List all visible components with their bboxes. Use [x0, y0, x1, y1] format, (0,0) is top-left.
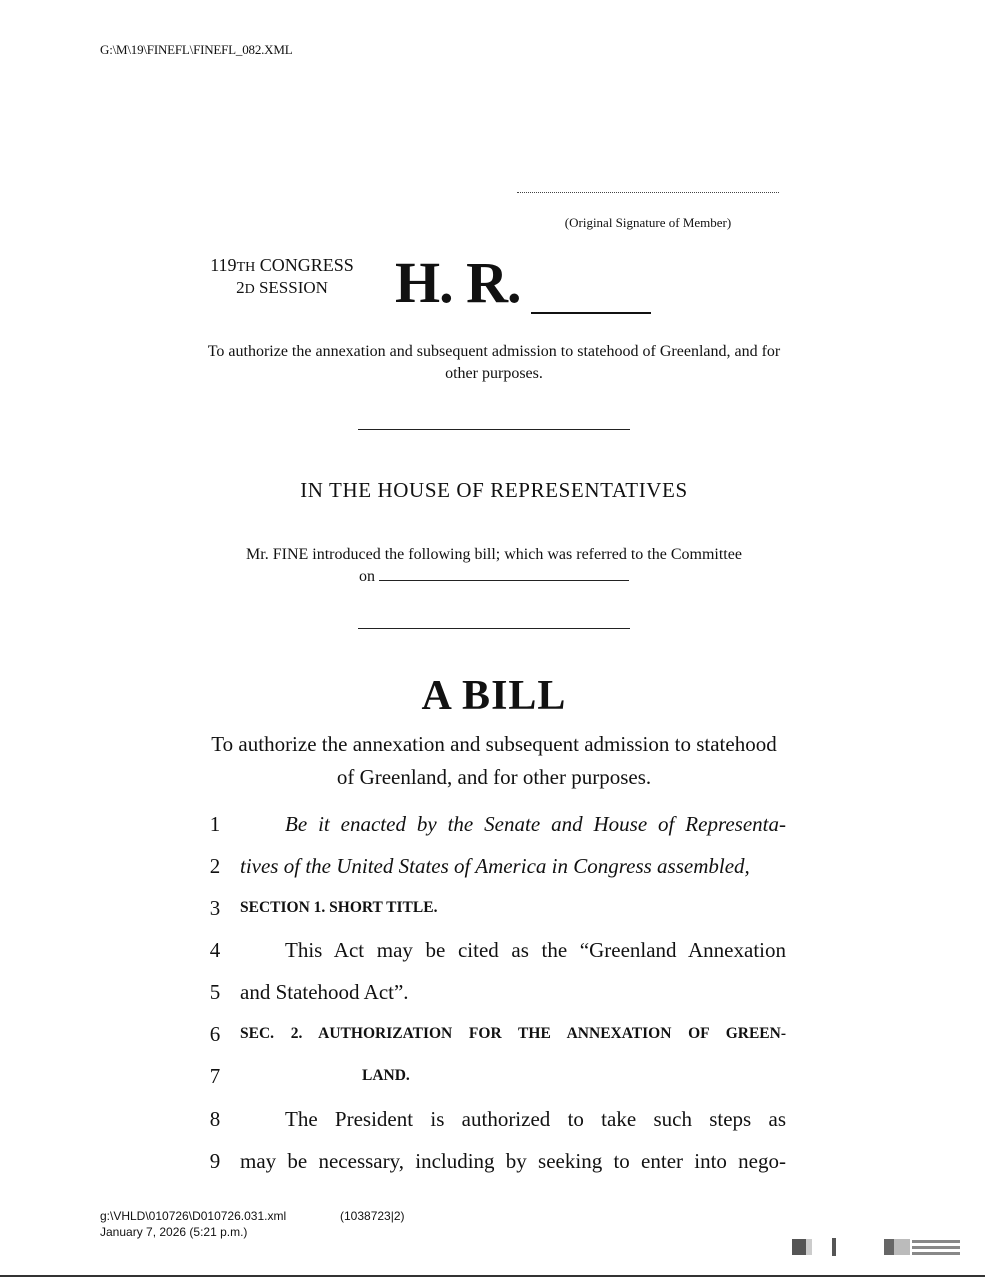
footer-code: (1038723|2) [340, 1209, 405, 1223]
line-number: 3 [209, 896, 221, 920]
line-number: 1 [209, 812, 221, 836]
footer-path: g:\VHLD\010726\D010726.031.xml [100, 1209, 287, 1223]
enacting-clause-line: tives of the United States of America in Congress assembled, [240, 854, 750, 878]
body-line: and Statehood Act”. [240, 980, 409, 1004]
divider-rule [358, 429, 630, 430]
session-line: 2D SESSION [236, 278, 328, 297]
divider-rule [358, 628, 630, 629]
congress-line: 119TH CONGRESS [210, 255, 354, 275]
enacting-clause-line: Be it enacted by the Senate and House of Representa- [285, 812, 786, 836]
body-line: The President is authorized to take such steps as [285, 1107, 786, 1131]
signature-line [517, 192, 779, 193]
line-number: 2 [209, 854, 221, 878]
sponsor-name: FINE [272, 546, 309, 563]
line-number: 9 [209, 1149, 221, 1173]
footer [100, 1208, 405, 1240]
line-number: 7 [209, 1064, 221, 1088]
printer-marks-icon [792, 1236, 962, 1258]
purpose-short: To authorize the annexation and subsequent admission to statehood of Greenland, and for other purposes. [207, 343, 781, 382]
congress-session [196, 255, 368, 300]
purpose-long: To authorize the annexation and subsequent admission to statehood of Greenland, and for other purposes. [211, 732, 777, 789]
doc-type-heading: A BILL [421, 673, 567, 719]
line-number: 5 [209, 980, 221, 1004]
page-bottom-edge [0, 1275, 985, 1277]
body-line: This Act may be cited as the “Greenland Annexation [285, 938, 786, 962]
line-number: 8 [209, 1107, 221, 1131]
chamber-heading: IN THE HOUSE OF REPRESENTATIVES [300, 478, 688, 502]
footer-date: January 7, 2026 (5:21 p.m.) [100, 1225, 248, 1239]
file-path: G:\M\19\FINEFL\FINEFL_082.XML [100, 42, 293, 57]
section-heading-continuation: LAND. [362, 1067, 410, 1084]
bill-number-blank [531, 312, 651, 314]
body-line: may be necessary, including by seeking to enter into nego- [240, 1149, 786, 1173]
signature-label: (Original Signature of Member) [564, 215, 732, 230]
line-number: 4 [209, 938, 221, 962]
section-heading: SEC. 2. AUTHORIZATION FOR THE ANNEXATION OF GREEN- [240, 1025, 786, 1042]
section-heading: SECTION 1. SHORT TITLE. [240, 899, 438, 916]
line-number: 6 [209, 1022, 221, 1046]
introduction-text: Mr. FINE introduced the following bill; which was referred to the Committee on [246, 546, 742, 585]
bill-number-prefix: H. R. [395, 250, 521, 315]
committee-blank [379, 566, 629, 581]
